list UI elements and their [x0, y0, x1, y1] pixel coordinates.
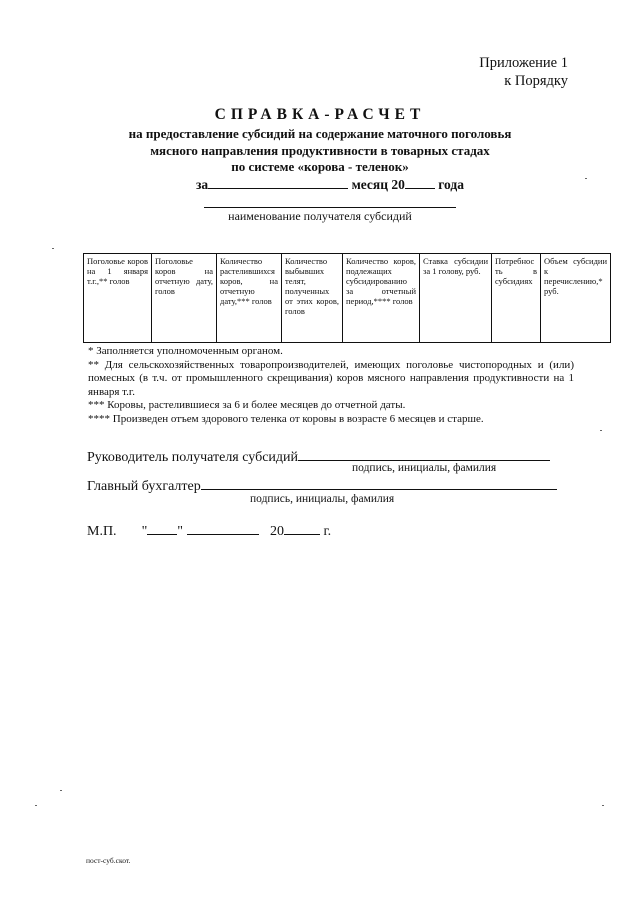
scan-speck [35, 805, 37, 806]
header-weaned-calves: Количество выбывших телят, полученных от этих коров, голов [282, 254, 343, 343]
footer-file-code: пост-суб.скот. [86, 856, 131, 865]
appendix-line-2: к Порядку [504, 73, 568, 89]
document-title: СПРАВКА-РАСЧЕТ [214, 106, 426, 123]
period-year-word: года [438, 177, 464, 192]
scan-speck [600, 430, 602, 431]
month-blank-field[interactable] [208, 176, 348, 189]
header-transfer-amount: Объем субсидии к перечислению,* руб. [541, 254, 611, 343]
header-cattle-jan1: Поголовье коров на 1 января т.г.,** голов [84, 254, 152, 343]
date-quote-open: " [141, 524, 148, 539]
recipient-caption: наименование получателя субсидий [228, 209, 412, 223]
date-year-prefix: 20 [270, 524, 284, 539]
header-cattle-report-date: Поголовье коров на отчетную дату, голов [152, 254, 217, 343]
date-quote-close: " [177, 524, 183, 539]
appendix-line-1: Приложение 1 [479, 55, 568, 71]
header-subsidy-need: Потребность в субсидиях [492, 254, 541, 343]
recipient-name-field[interactable] [204, 207, 456, 208]
period-year-prefix: 20 [391, 177, 405, 192]
day-blank-field[interactable] [147, 522, 177, 535]
subtitle-line-1: на предоставление субсидий на содержание маточного поголовья [128, 126, 512, 141]
header-subsidy-rate: Ставка субсидии за 1 голову, руб. [420, 254, 492, 343]
head-signature-label: Руководитель получателя субсидий [87, 450, 299, 465]
footnote-2: ** Для сельскохозяйственных товаропроизводителей, имеющих поголовье чистопородных и (или) помесных (в т.ч. от промышленного скрещивания) коров мясного направления продуктивности на 1 января т.г. [88, 358, 574, 398]
subtitle-line-3: по системе «корова - теленок» [231, 159, 409, 174]
stamp-mp: М.П. [87, 524, 117, 539]
scan-speck [602, 805, 604, 806]
scan-speck [52, 248, 54, 249]
footnote-4: **** Произведен отъем здорового теленка от коровы в возрасте 6 месяцев и старше. [88, 412, 484, 425]
date-year-blank-field[interactable] [284, 522, 320, 535]
subtitle-line-2: мясного направления продуктивности в товарных стадах [150, 142, 490, 158]
header-calved-cows: Количество растелившихся коров, на отчетную дату,*** голов [217, 254, 282, 343]
period-prefix: за [196, 177, 209, 192]
year-blank-field[interactable] [405, 176, 435, 189]
accountant-signature-caption: подпись, инициалы, фамилия [250, 493, 395, 505]
head-signature-field[interactable] [298, 447, 550, 461]
calculation-table [83, 253, 611, 343]
head-signature-caption: подпись, инициалы, фамилия [352, 462, 497, 474]
period-month-word: месяц [351, 177, 388, 192]
document-subtitle [0, 126, 640, 176]
accountant-signature-field[interactable] [201, 476, 557, 490]
month-name-blank-field[interactable] [187, 522, 259, 535]
scan-speck [585, 178, 587, 179]
period-line [196, 176, 464, 193]
stamp-date-line [87, 522, 331, 540]
header-subsidized-cows: Количество коров, подлежащих субсидированию за отчетный период,**** голов [343, 254, 420, 343]
appendix-reference [479, 54, 568, 90]
date-year-suffix: г. [323, 524, 332, 539]
scan-speck [60, 790, 62, 791]
footnote-3: *** Коровы, растелившиеся за 6 и более месяцев до отчетной даты. [88, 399, 406, 411]
accountant-signature-label: Главный бухгалтер [87, 479, 201, 494]
footnotes [88, 345, 574, 426]
table-header-row [84, 254, 611, 343]
footnote-1: * Заполняется уполномоченным органом. [88, 345, 283, 357]
